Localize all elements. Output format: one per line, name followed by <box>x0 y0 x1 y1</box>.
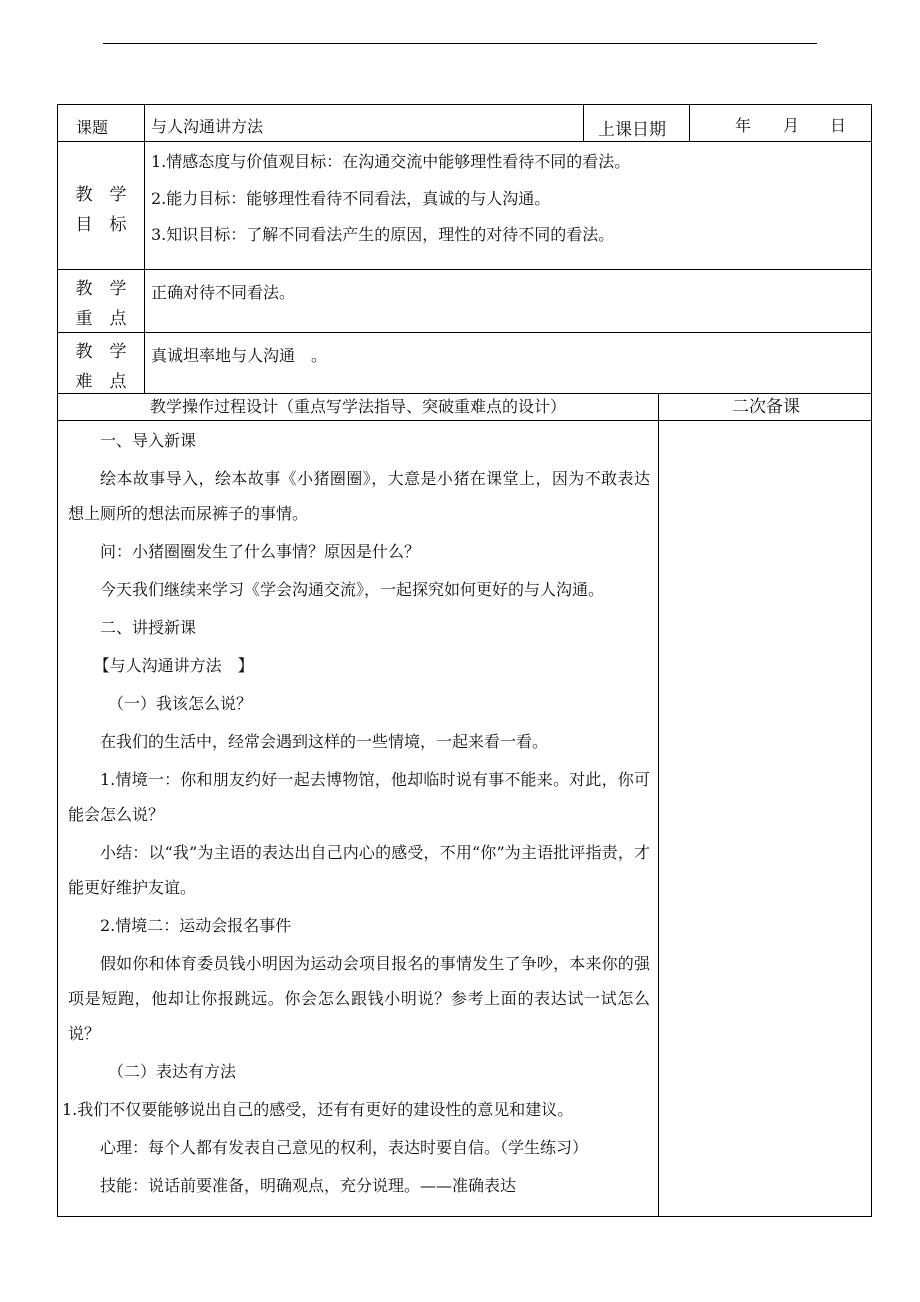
course-row <box>57 104 872 142</box>
process-paragraph: 1.我们不仅要能够说出自己的感受，还有有更好的建设性的意见和建议。 <box>62 1100 574 1119</box>
process-body-row <box>57 420 872 1217</box>
objective-item-1: 1.情感态度与价值观目标：在沟通交流中能够理性看待不同的看法。 <box>151 152 631 171</box>
process-paragraph: 2.情境二：运动会报名事件 <box>100 916 292 935</box>
header-rule <box>103 43 817 44</box>
process-paragraph: 心理：每个人都有发表自己意见的权利，表达时要自信。（学生练习） <box>100 1138 589 1157</box>
objectives-label-a: 教 学 <box>75 185 127 205</box>
date-year: 年 <box>735 116 752 135</box>
process-paragraph: （一）我该怎么说？ <box>108 694 253 713</box>
key-point-label-a: 教 学 <box>75 279 127 299</box>
course-title: 与人沟通讲方法 <box>151 117 264 136</box>
process-paragraph: 绘本故事导入，绘本故事《小猪圈圈》，大意是小猪在课堂上，因为不敢表达想上厕所的想法而尿裤子的事情。 <box>68 469 650 523</box>
date-day: 日 <box>830 116 847 135</box>
key-point-text: 正确对待不同看法。 <box>151 283 296 302</box>
objectives-label-b: 目 标 <box>75 215 127 235</box>
process-paragraph: 1.情境一：你和朋友约好一起去博物馆，他却临时说有事不能来。对此，你可能会怎么说？ <box>68 770 650 824</box>
process-paragraph: 一、导入新课 <box>100 431 197 450</box>
difficulty-row <box>57 332 872 394</box>
process-paragraph: 小结：以“我”为主语的表达出自己内心的感受，不用“你”为主语批评指责，才能更好维护友谊。 <box>68 843 650 897</box>
course-label: 课题 <box>76 118 109 137</box>
process-header-row <box>57 393 872 421</box>
second-prep-column <box>658 421 873 1216</box>
key-point-label-b: 重 点 <box>75 309 127 329</box>
process-paragraph: （二）表达有方法 <box>108 1062 237 1081</box>
difficulty-label-b: 难 点 <box>75 372 127 392</box>
key-point-row <box>57 269 872 333</box>
difficulty-label-a: 教 学 <box>75 342 127 362</box>
process-header-left: 教学操作过程设计（重点写学法指导、突破重难点的设计） <box>149 397 566 416</box>
date-label: 上课日期 <box>598 120 666 140</box>
process-paragraph: 二、讲授新课 <box>100 618 197 637</box>
objectives-row <box>57 141 872 270</box>
process-paragraph: 【与人沟通讲方法 】 <box>93 656 254 675</box>
difficulty-text: 真诚坦率地与人沟通 。 <box>151 346 328 365</box>
process-paragraph: 今天我们继续来学习《学会沟通交流》，一起探究如何更好的与人沟通。 <box>100 580 605 599</box>
process-paragraph: 问：小猪圈圈发生了什么事情？原因是什么？ <box>100 542 421 561</box>
process-content <box>58 421 658 1216</box>
process-paragraph: 假如你和体育委员钱小明因为运动会项目报名的事情发生了争吵，本来你的强项是短跑，他却让你报跳远。你会怎么跟钱小明说？参考上面的表达试一试怎么说？ <box>68 954 650 1043</box>
objective-item-2: 2.能力目标：能够理性看待不同看法，真诚的与人沟通。 <box>151 189 551 208</box>
process-header-right: 二次备课 <box>732 397 800 417</box>
process-paragraph: 在我们的生活中，经常会遇到这样的一些情境，一起来看一看。 <box>100 732 549 751</box>
date-month: 月 <box>783 116 800 135</box>
process-paragraph: 技能：说话前要准备，明确观点，充分说理。——准确表达 <box>100 1176 517 1195</box>
objective-item-3: 3.知识目标：了解不同看法产生的原因，理性的对待不同的看法。 <box>151 225 615 244</box>
